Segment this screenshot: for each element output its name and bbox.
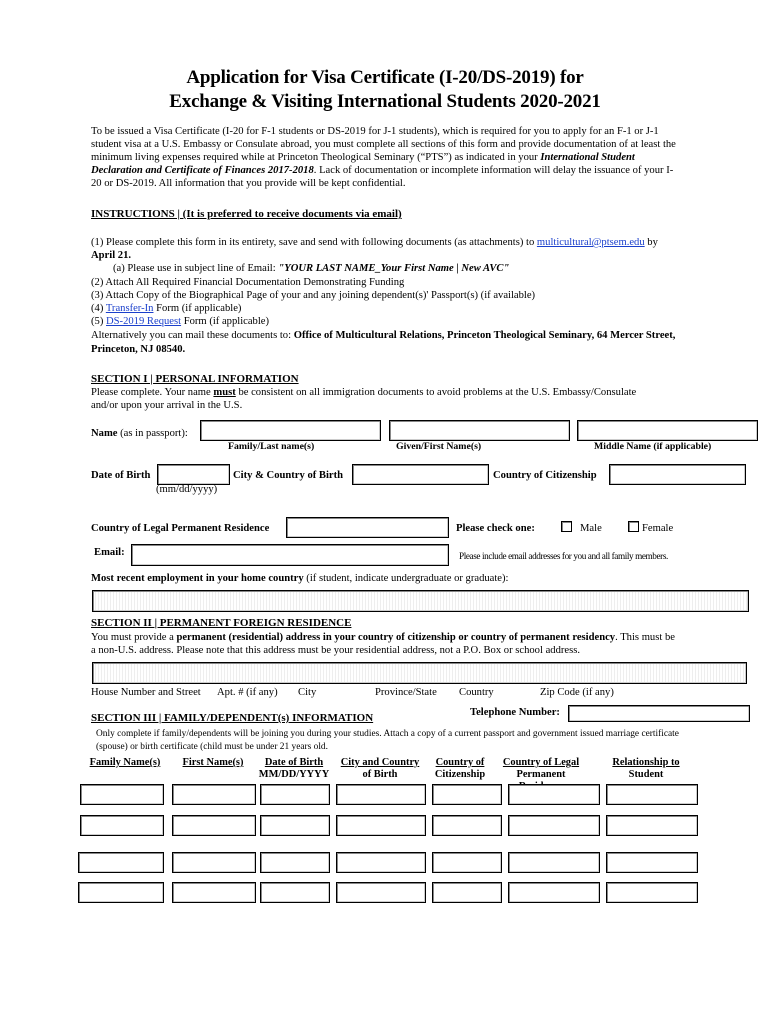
family-name-input[interactable]	[200, 420, 381, 441]
dependent-row3-relationship-input[interactable]	[606, 852, 698, 873]
dependent-row2-family-input[interactable]	[80, 815, 164, 836]
section3-line1: Only complete if family/dependents will be joining you during your studies. Attach a copy of a current passport and government issued marriage certificate	[96, 729, 679, 739]
instruction-item-1: (1) Please complete this form in its entirety, save and send with following documents (as attachments) to multicultural@ptsem.edu by	[91, 237, 658, 248]
section1-line1: Please complete. Your name must be consistent on all immigration documents to avoid problems at the U.S. Embassy/Consulate	[91, 387, 637, 398]
name-label: Name (as in passport):	[91, 428, 188, 439]
female-label: Female	[642, 523, 674, 534]
intro-line5: 20 or DS-2019. All information that you provide will be kept confidential.	[91, 178, 406, 189]
dependent-row1-residence-input[interactable]	[508, 784, 600, 805]
email-input[interactable]	[131, 544, 449, 566]
instruction-item-5: (5) DS-2019 Request Form (if applicable)	[91, 316, 270, 327]
dependent-row4-dob-input[interactable]	[260, 882, 330, 903]
form-title-line2: Exchange & Visiting International Students 2020-2021	[169, 91, 601, 112]
dependent-row1-citizenship-input[interactable]	[432, 784, 502, 805]
dependent-row1-family-input[interactable]	[80, 784, 164, 805]
dependent-row3-first-input[interactable]	[172, 852, 256, 873]
middle-name-input[interactable]	[577, 420, 758, 441]
dob-format-hint: (mm/dd/yyyy)	[156, 484, 218, 495]
col-header-dob: Date of Birth MM/DD/YYYY	[258, 757, 330, 780]
col-header-first: First Name(s)	[182, 757, 244, 768]
dependent-row1-dob-input[interactable]	[260, 784, 330, 805]
email-note: Please include email addresses for you and all family members.	[459, 551, 668, 561]
employment-label: Most recent employment in your home country (if student, indicate undergraduate or graduate):	[91, 573, 509, 584]
city-country-birth-input[interactable]	[352, 464, 489, 485]
section2-heading: SECTION II | PERMANENT FOREIGN RESIDENCE	[91, 617, 352, 629]
dependent-row4-relationship-input[interactable]	[606, 882, 698, 903]
section2-line1: You must provide a permanent (residential) address in your country of citizenship or country of permanent residency. This must be	[91, 632, 675, 643]
address-caption-zip: Zip Code (if any)	[540, 687, 614, 698]
dependent-row4-family-input[interactable]	[78, 882, 164, 903]
intro-line2: student visa at a U.S. Embassy or Consulate abroad, you must complete all sections of this form and provide documentation of at least the	[91, 139, 676, 150]
dependent-row4-citizenship-input[interactable]	[432, 882, 502, 903]
dependent-row2-city-input[interactable]	[336, 815, 426, 836]
email-link[interactable]: multicultural@ptsem.edu	[536, 237, 645, 248]
address-caption-country: Country	[459, 687, 494, 698]
intro-line3: minimum living expenses required while at Princeton Theological Seminary (“PTS”) as indicated in your International Student	[91, 152, 635, 163]
col-header-residence: Country of Legal Permanent	[502, 757, 580, 780]
col-header-family: Family Name(s)	[89, 757, 161, 768]
instruction-item-1-date: April 21.	[91, 250, 132, 261]
ds2019-request-link[interactable]: DS-2019 Request	[106, 316, 182, 327]
dependent-row2-first-input[interactable]	[172, 815, 256, 836]
residence-label: Country of Legal Permanent Residence	[91, 523, 270, 534]
address-caption-city: City	[298, 687, 317, 698]
permanent-address-input[interactable]	[92, 662, 747, 684]
instruction-item-3: (3) Attach Copy of the Biographical Page of your and any joining dependent(s)' Passport(s) (if available)	[91, 290, 536, 301]
form-title-line1: Application for Visa Certificate (I-20/DS-2019) for	[186, 67, 584, 88]
email-label: Email:	[94, 547, 125, 558]
employment-input[interactable]	[92, 590, 749, 612]
dependent-row3-family-input[interactable]	[78, 852, 164, 873]
address-caption-apt: Apt. # (if any)	[217, 687, 278, 698]
female-checkbox[interactable]	[628, 521, 639, 532]
section2-line2: a non-U.S. address. Please note that this address must be your residential address, not a P.O. Box or school address.	[91, 645, 580, 656]
address-caption-house: House Number and Street	[91, 687, 201, 698]
telephone-label: Telephone Number:	[470, 707, 560, 718]
citizenship-input[interactable]	[609, 464, 746, 485]
section3-heading: SECTION III | FAMILY/DEPENDENT(s) INFORMATION	[91, 712, 374, 724]
mail-address-city: Princeton, NJ 08540.	[91, 344, 186, 355]
instruction-item-1a: (a) Please use in subject line of Email: "YOUR LAST NAME_Your First Name | New AVC"	[113, 263, 510, 274]
dependent-row1-relationship-input[interactable]	[606, 784, 698, 805]
mail-alternative: Alternatively you can mail these documents to: Office of Multicultural Relations, Princeton Theological Seminary, 64 Mercer Street,	[91, 330, 676, 341]
middle-name-caption: Middle Name (if applicable)	[594, 441, 712, 452]
intro-line1: To be issued a Visa Certificate (I-20 for F-1 students or DS-2019 for J-1 students), which is required for you to apply for an F-1 or J-1	[91, 126, 659, 137]
dependent-row2-residence-input[interactable]	[508, 815, 600, 836]
dependent-row4-first-input[interactable]	[172, 882, 256, 903]
citizenship-label: Country of Citizenship	[493, 470, 597, 481]
check-one-label: Please check one:	[456, 523, 535, 534]
transfer-in-link[interactable]: Transfer-In	[105, 303, 154, 314]
telephone-input[interactable]	[568, 705, 750, 722]
dependent-row4-city-input[interactable]	[336, 882, 426, 903]
section1-heading: SECTION I | PERSONAL INFORMATION	[91, 373, 299, 385]
family-name-caption: Family/Last name(s)	[228, 441, 315, 452]
male-checkbox[interactable]	[561, 521, 572, 532]
dependent-row1-city-input[interactable]	[336, 784, 426, 805]
dependent-row3-residence-input[interactable]	[508, 852, 600, 873]
section3-line2: (spouse) or birth certificate (child must be under 21 years old.	[96, 742, 328, 752]
dob-label: Date of Birth	[91, 470, 151, 481]
dependent-row1-first-input[interactable]	[172, 784, 256, 805]
instructions-heading: INSTRUCTIONS | (It is preferred to receive documents via email)	[91, 208, 402, 220]
dependent-row3-citizenship-input[interactable]	[432, 852, 502, 873]
dependent-row4-residence-input[interactable]	[508, 882, 600, 903]
dependent-row2-citizenship-input[interactable]	[432, 815, 502, 836]
given-name-input[interactable]	[389, 420, 570, 441]
dependent-row3-dob-input[interactable]	[260, 852, 330, 873]
instruction-item-4: (4) Transfer-In Form (if applicable)	[91, 303, 242, 314]
instruction-item-2: (2) Attach All Required Financial Documentation Demonstrating Funding	[91, 277, 405, 288]
col-header-city: City and Country of Birth	[340, 757, 420, 780]
dob-input[interactable]	[157, 464, 230, 485]
residence-input[interactable]	[286, 517, 449, 538]
col-header-relationship: Relationship to Student	[612, 757, 680, 780]
male-label: Male	[580, 523, 602, 534]
dependent-row2-dob-input[interactable]	[260, 815, 330, 836]
city-country-birth-label: City & Country of Birth	[233, 470, 344, 481]
address-caption-province: Province/State	[375, 687, 437, 698]
dependent-row3-city-input[interactable]	[336, 852, 426, 873]
dependent-row2-relationship-input[interactable]	[606, 815, 698, 836]
given-name-caption: Given/First Name(s)	[396, 441, 482, 452]
section1-line2: and/or upon your arrival in the U.S.	[91, 400, 243, 411]
intro-line4: Declaration and Certificate of Finances 2017-2018. Lack of documentation or incomplete information will delay the issuance of your I-	[91, 165, 674, 176]
col-header-citizenship: Country of Citizenship	[434, 757, 486, 780]
